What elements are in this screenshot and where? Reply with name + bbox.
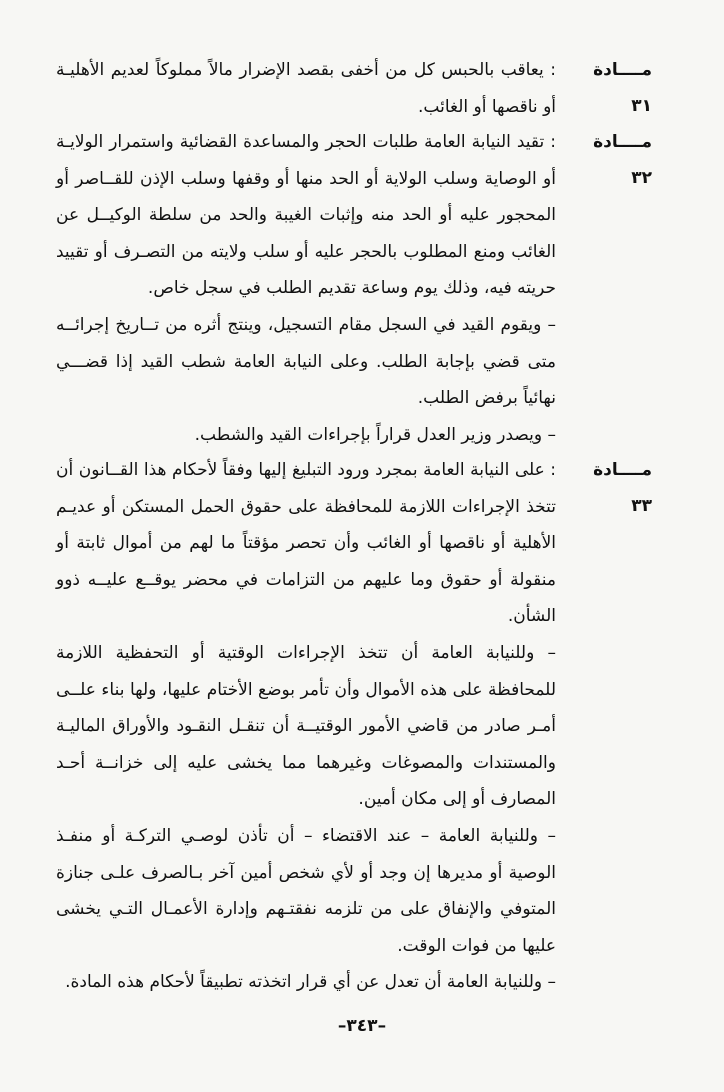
article-paragraph: – وللنيابة العامة – عند الاقتضاء – أن تأذن لوصـي التركـة أو منفـذ الوصية أو مديرها إن وجد أو لأي شخص أمين آخر بـالصرف علـى جنازة المتوفي والإنفاق على من تلزمه نفقتـهم وإدارة الأعمـال التـي يخشى عليها من فوات الوقت. xyxy=(56,825,556,956)
article-heading: مــــادة ٣٣ xyxy=(593,460,652,516)
article-body xyxy=(56,52,556,125)
article-heading: مــــادة ٣٢ xyxy=(593,132,652,188)
article-paragraph: – وللنيابة العامة أن تتخذ الإجراءات الوقتية أو التحفظية اللازمة للمحافظة على هذه الأموال وأن تأمر بوضع الأختام عليها، ولها بناء علــى أمـر صادر من قاضي الأمور الوقتيــة أن تنقـل النقـود والأوراق الماليـة والمستندات والمصوغات وغيرهما مما يخشى عليه إلى خزانــة أحـد المصارف أو إلى مكان أمين. xyxy=(56,642,556,810)
article-paragraph: – وللنيابة العامة أن تعدل عن أي قرار اتخذته تطبيقاً لأحكام هذه المادة. xyxy=(65,972,556,993)
article-paragraph: : على النيابة العامة بمجرد ورود التبليغ إليها وفقاً لأحكام هذا القــانون أن تتخذ الإجراءات اللازمة للمحافظة على حقوق الحمل المستكن أو عديـم الأهلية أو ناقصها أو الغائب وأن تحصر مؤقتاً ما لهم من أموال ثابتة أو منقولة أو حقوق وما عليهم من التزامات في محضر يوقــع عليــه ذوو الشأن. xyxy=(56,460,556,627)
article-paragraph: – ويقوم القيد في السجل مقام التسجيل، وينتج أثره من تــاريخ إجرائــه متى قضي بإجابة الطلب. وعلى النيابة العامة شطب القيد إذا قضـــي نهائياً برفض الطلب. xyxy=(56,314,556,409)
article-paragraph: – ويصدر وزير العدل قراراً بإجراءات القيد والشطب. xyxy=(194,424,556,445)
article-paragraph: : تقيد النيابة العامة طلبات الحجر والمساعدة القضائية واستمرار الولايـة أو الوصاية وسلب الولاية أو الحد منها أو وقفها وسلب الإذن للقــاصر أو المحجور عليه أو الحد منه وإثبات الغيبة والحد من سلطة الوكيــل عن الغائب ومنع المطلوب بالحجر عليه أو سلب ولايته من التصـرف أو تقييد حريته فيه، وذلك يوم وساعة تقديم الطلب في سجل خاص. xyxy=(56,132,556,299)
article-body xyxy=(56,452,556,1001)
page-number: –٣٤٣– xyxy=(337,1016,387,1036)
article-body xyxy=(56,124,556,453)
article-paragraph: : يعاقب بالحبس كل من أخفى بقصد الإضرار مالاً مملوكاً لعديم الأهليـة أو ناقصها أو الغائب. xyxy=(56,60,556,117)
article-heading: مــــادة ٣١ xyxy=(593,60,652,116)
